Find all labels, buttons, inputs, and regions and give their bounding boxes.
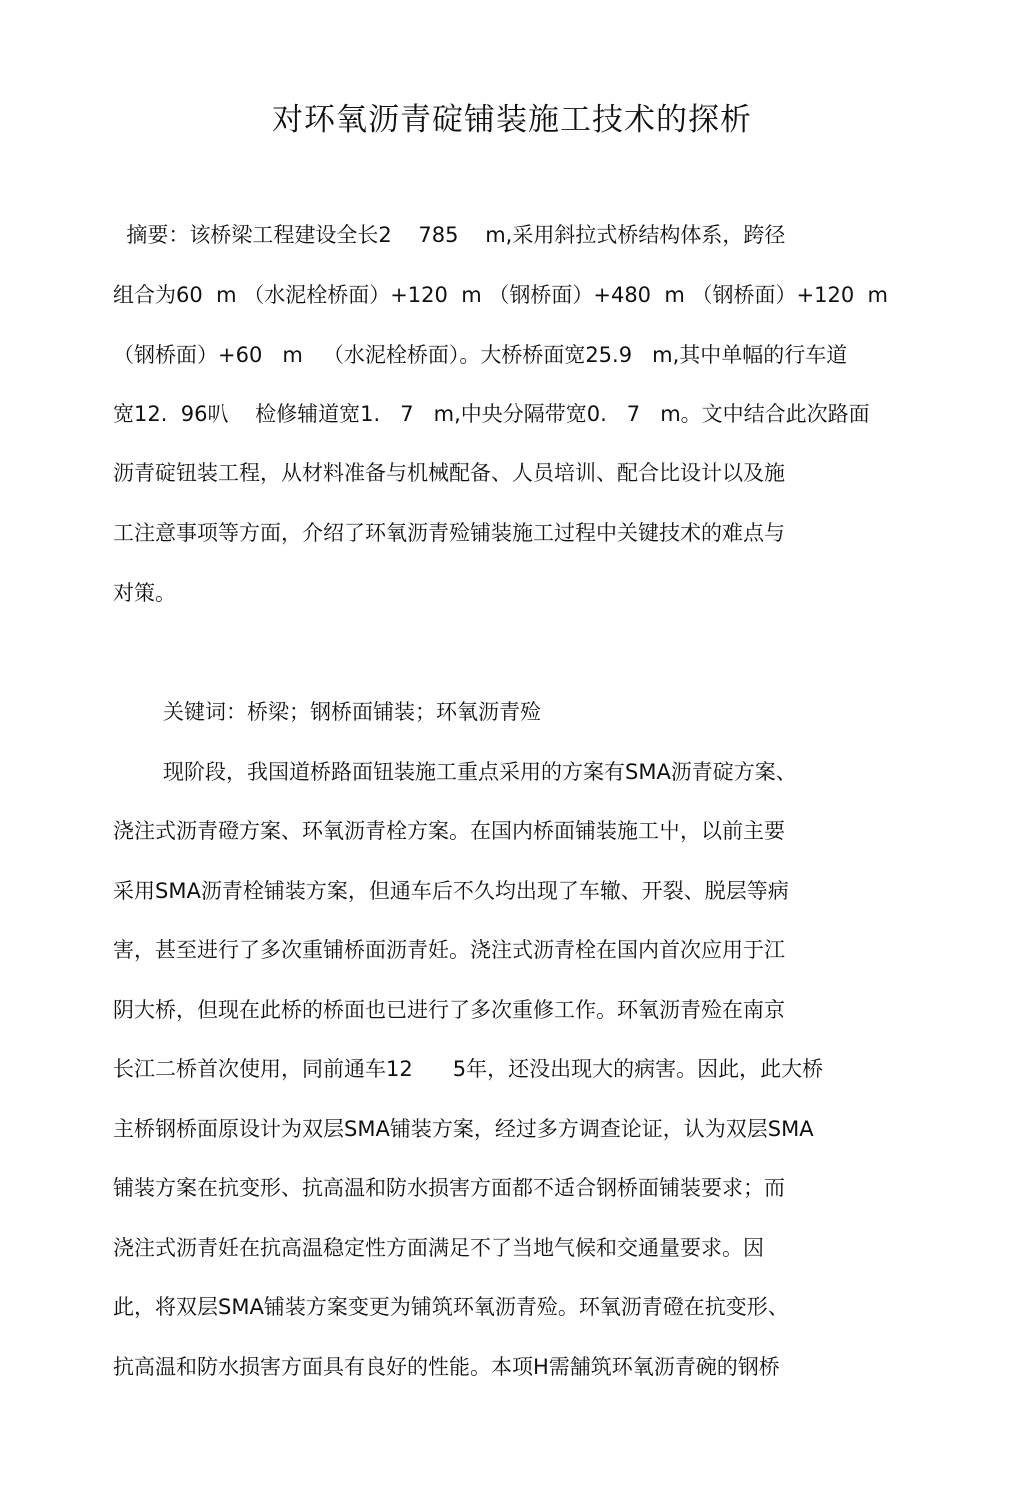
body-line: 长江二桥首次使用，同前通车12 5年，还没出现大的病害。因此，此大桥 <box>113 1057 824 1081</box>
body-line: 浇注式沥青磴方案、环氧沥青栓方案。在国内桥面铺装施工屮，以前主要 <box>113 819 785 843</box>
body-line: 害，甚至进行了多次重铺桥面沥青妊。浇注式沥青栓在国内首次应用于江 <box>113 938 785 962</box>
body-line: 采用SMA沥青栓铺装方案，但通车后不久均出现了车辙、开裂、脱层等病 <box>113 879 789 903</box>
abstract-line: 组合为60 m （水泥栓桥面）+120 m （钢桥面）+480 m （钢桥面）+120 m <box>113 283 889 307</box>
body-line: 抗高温和防水损害方面具有良好的性能。本项H需舗筑环氧沥青碗的钢桥 <box>113 1355 780 1379</box>
abstract-line: 沥青碇钮装工程，从材料准备与机械配备、人员培训、配合比设计以及施 <box>113 461 785 485</box>
abstract-line: 摘要：该桥梁工程建设全长2 785 m,采用斜拉式桥结构体系，跨径 <box>113 223 786 247</box>
keywords-line: 关键词：桥梁；钢桥面铺装；环氧沥青殓 <box>163 700 541 724</box>
abstract-line: 对策。 <box>113 581 176 605</box>
document-title: 对环氧沥青碇铺装施工技术的探析 <box>272 102 752 138</box>
body-line: 阴大桥，但现在此桥的桥面也已进行了多次重修工作。环氧沥青殓在南京 <box>113 998 785 1022</box>
abstract-line: 宽12. 96叭 检修辅道宽1. 7 m,中央分隔带宽0. 7 m。文中结合此次路面 <box>113 402 870 426</box>
body-line: 现阶段，我国道桥路面钮装施工重点采用的方案有SMA沥青碇方案、 <box>163 760 797 784</box>
abstract-line: 工注意事项等方面，介绍了环氧沥青殓铺装施工过程中关键技术的难点与 <box>113 521 785 545</box>
body-line: 此，将双层SMA铺装方案变更为铺筑环氧沥青殓。环氧沥青磴在抗变形、 <box>113 1295 789 1319</box>
abstract-line: （钢桥面）+60 m （水泥栓桥面）。大桥桥面宽25.9 m,其中单幅的行车道 <box>113 343 848 367</box>
body-line: 铺装方案在抗变形、抗高温和防水损害方面都不适合钢桥面铺装要求；而 <box>113 1176 785 1200</box>
body-line: 浇注式沥青妊在抗高温稳定性方面满足不了当地气候和交通量要求。因 <box>113 1236 764 1260</box>
body-line: 主桥钢桥面原设计为双层SMA铺装方案，经过多方调查论证，认为双层SMA <box>113 1117 814 1141</box>
